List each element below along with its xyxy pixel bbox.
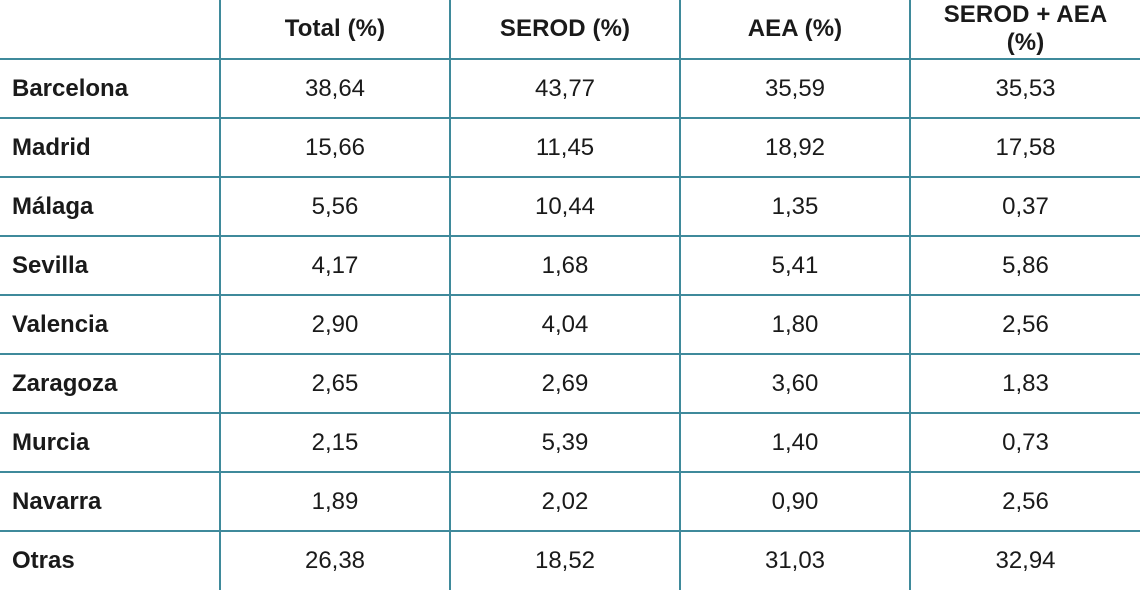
- cell-aea: 1,80: [680, 295, 910, 354]
- row-label: Málaga: [0, 177, 220, 236]
- cell-serod-aea: 35,53: [910, 59, 1140, 118]
- row-label: Otras: [0, 531, 220, 590]
- column-header-total: Total (%): [220, 0, 450, 59]
- cell-aea: 3,60: [680, 354, 910, 413]
- cell-serod-aea: 0,37: [910, 177, 1140, 236]
- cell-total: 1,89: [220, 472, 450, 531]
- cell-aea: 5,41: [680, 236, 910, 295]
- row-label: Murcia: [0, 413, 220, 472]
- column-header-serod-aea: SEROD + AEA (%): [910, 0, 1140, 59]
- cell-serod-aea: 2,56: [910, 472, 1140, 531]
- table-row: [0, 295, 1140, 354]
- cell-aea: 18,92: [680, 118, 910, 177]
- row-label: Valencia: [0, 295, 220, 354]
- cell-serod: 1,68: [450, 236, 680, 295]
- cell-serod-aea: 32,94: [995, 547, 1056, 574]
- cell-total: 5,56: [220, 177, 450, 236]
- cell-serod-aea: 0,73: [910, 413, 1140, 472]
- row-label: Navarra: [0, 472, 220, 531]
- table-row: [0, 59, 1140, 118]
- table-row: [0, 413, 1140, 472]
- table-row: [0, 531, 1140, 590]
- cell-total: 38,64: [220, 59, 450, 118]
- cell-total: 4,17: [220, 236, 450, 295]
- table-row: [0, 236, 1140, 295]
- cell-serod-aea: 17,58: [910, 118, 1140, 177]
- table-row: [0, 177, 1140, 236]
- cell-serod: 18,52: [450, 531, 680, 590]
- row-label: Zaragoza: [0, 354, 220, 413]
- cell-serod: 10,44: [450, 177, 680, 236]
- cell-serod: 43,77: [450, 59, 680, 118]
- cell-total: 2,90: [220, 295, 450, 354]
- row-label: Sevilla: [0, 236, 220, 295]
- column-header-aea: AEA (%): [680, 0, 910, 59]
- cell-aea: 1,35: [680, 177, 910, 236]
- cell-total: 2,65: [220, 354, 450, 413]
- cell-serod-aea: 5,86: [910, 236, 1140, 295]
- table-header-row: [0, 0, 1140, 59]
- table-body: [0, 59, 1140, 590]
- cell-serod-aea: 2,56: [910, 295, 1140, 354]
- cell-serod-aea: 1,83: [910, 354, 1140, 413]
- cell-serod: 2,02: [450, 472, 680, 531]
- row-label: Barcelona: [0, 59, 220, 118]
- column-header-region: [0, 0, 220, 59]
- table-row: [0, 472, 1140, 531]
- cell-total: 15,66: [220, 118, 450, 177]
- row-label: Madrid: [0, 118, 220, 177]
- cell-total: 26,38: [220, 531, 450, 590]
- cell-serod: 2,69: [450, 354, 680, 413]
- table-row: [0, 354, 1140, 413]
- cell-serod: 4,04: [450, 295, 680, 354]
- column-header-serod: SEROD (%): [450, 0, 680, 59]
- table-header: [0, 0, 1140, 59]
- cell-serod: 11,45: [450, 118, 680, 177]
- cell-total: 2,15: [220, 413, 450, 472]
- cell-aea: 1,40: [680, 413, 910, 472]
- cell-serod: 5,39: [450, 413, 680, 472]
- cell-aea: 35,59: [680, 59, 910, 118]
- cell-aea: 0,90: [680, 472, 910, 531]
- table-row: [0, 118, 1140, 177]
- cell-aea: 31,03: [680, 531, 910, 590]
